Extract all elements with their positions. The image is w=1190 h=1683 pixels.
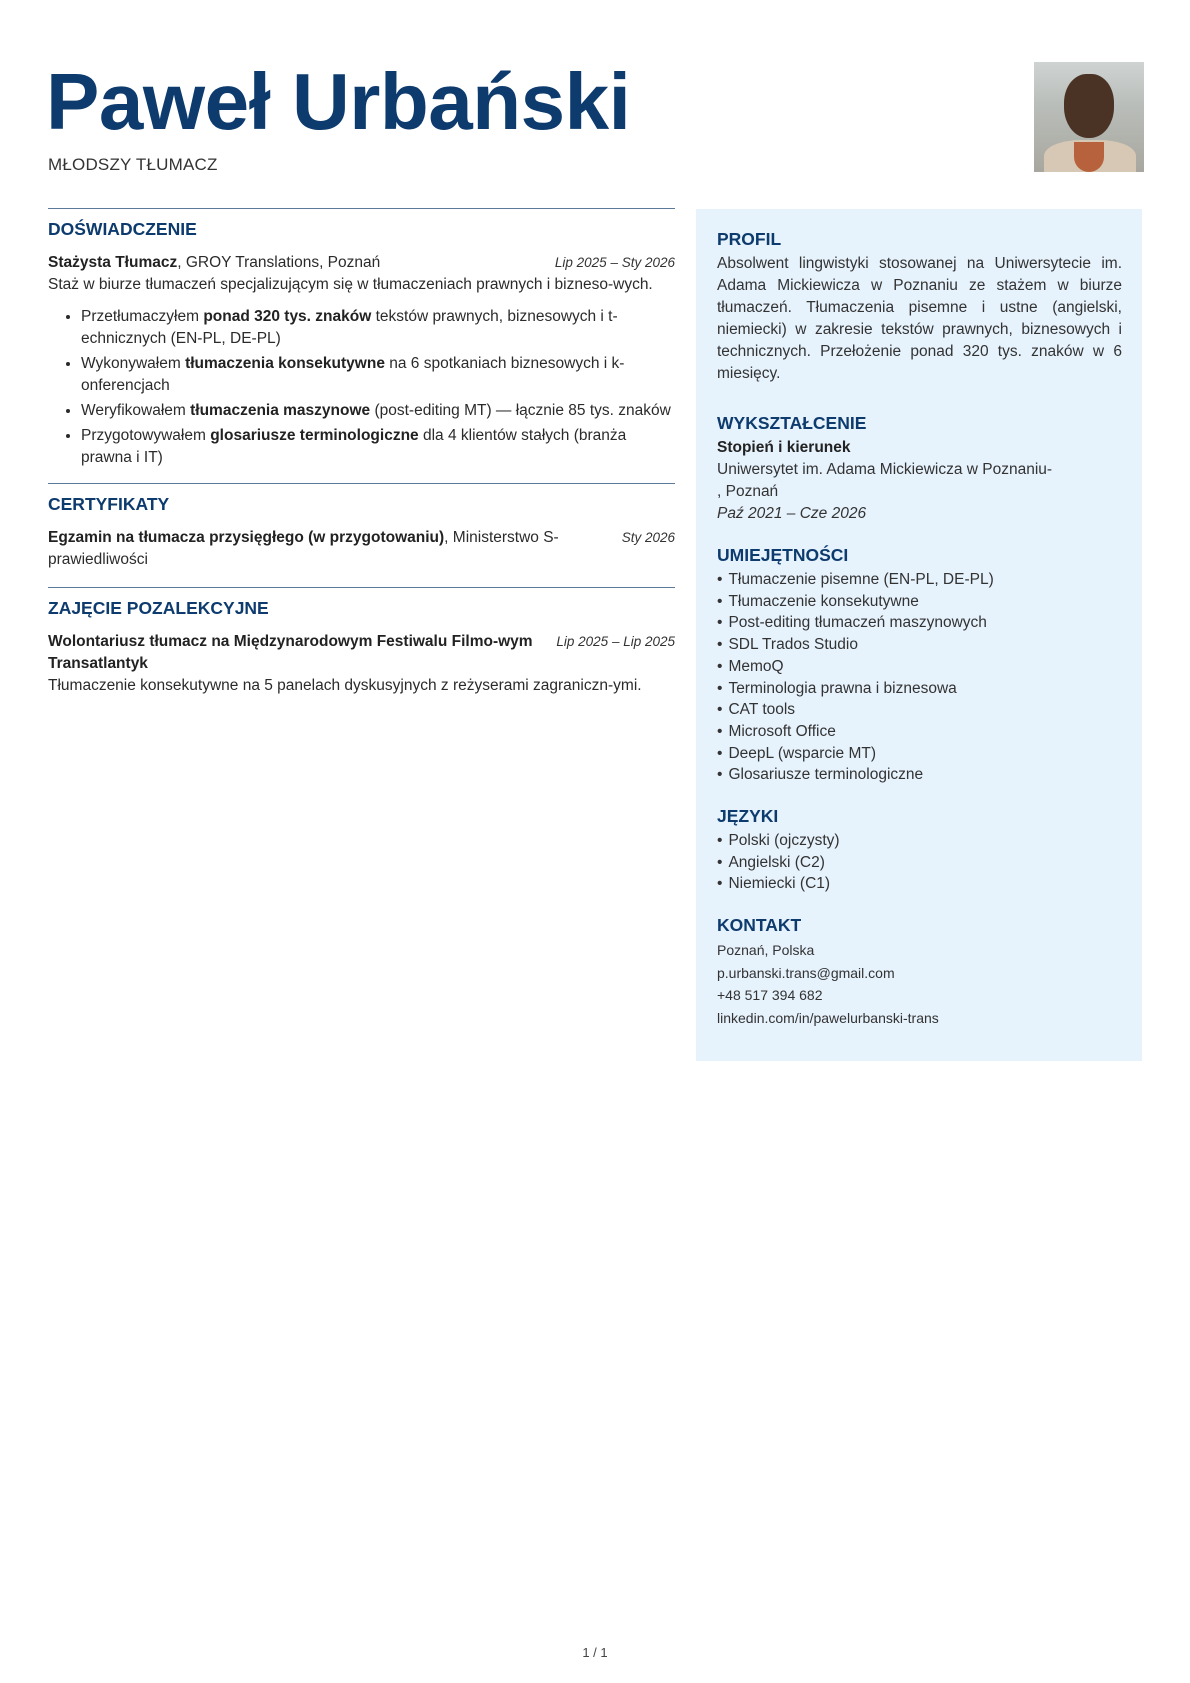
skills-section bbox=[717, 545, 1122, 786]
section-heading: WYKSZTAŁCENIE bbox=[717, 413, 867, 433]
extracurricular-section bbox=[48, 587, 675, 697]
education-section bbox=[717, 413, 1122, 525]
list-item: • DeepL (wsparcie MT) bbox=[717, 743, 1122, 765]
text: Wykonywałem bbox=[81, 355, 186, 372]
text: na 6 spotkaniach biznesowych i k-onferencjach bbox=[81, 355, 625, 394]
page-number: 1 / 1 bbox=[582, 1645, 608, 1660]
experience-entry bbox=[48, 252, 675, 469]
school-city: , Poznań bbox=[717, 483, 779, 500]
list-item: • Microsoft Office bbox=[717, 721, 1122, 743]
main-column bbox=[48, 208, 675, 697]
list-item: • Terminologia prawna i biznesowa bbox=[717, 678, 1122, 700]
certificate-entry bbox=[48, 527, 675, 571]
list-item: • Glosariusze terminologiczne bbox=[717, 764, 1122, 786]
list-item bbox=[81, 425, 675, 469]
list-item: • CAT tools bbox=[717, 699, 1122, 721]
entry-header bbox=[48, 252, 675, 274]
list-item bbox=[81, 306, 675, 350]
candidate-name: Paweł Urbański bbox=[46, 57, 631, 146]
experience-section bbox=[48, 208, 675, 469]
contact-location: Poznań, Polska bbox=[717, 942, 815, 959]
section-heading: PROFIL bbox=[717, 229, 782, 249]
bold-text: tłumaczenia konsekutywne bbox=[185, 355, 385, 372]
profile-text: Absolwent lingwistyki stosowanej na Uniwersytecie im. Adama Mickiewicza w Poznaniu ze stażem w biurze tłumaczeń. Tłumaczenia pisemne i ustne (angielski, niemiecki) w zakresie tekstów prawnych, biznesowych i technicznych. Przełożenie ponad 320 tys. znaków w 6 miesięcy. bbox=[717, 255, 1122, 382]
contact-phone[interactable]: +48 517 394 682 bbox=[717, 987, 823, 1004]
section-heading: UMIEJĘTNOŚCI bbox=[717, 545, 849, 565]
contact-linkedin[interactable]: linkedin.com/in/pawelurbanski-trans bbox=[717, 1009, 939, 1026]
activity-dates: Lip 2025 – Lip 2025 bbox=[556, 634, 675, 649]
section-heading: CERTYFIKATY bbox=[48, 494, 170, 514]
entry-dates: Lip 2025 – Sty 2026 bbox=[554, 255, 675, 270]
organization: , GROY Translations, Poznań bbox=[177, 254, 381, 271]
section-heading: KONTAKT bbox=[717, 915, 802, 936]
languages-list bbox=[717, 830, 1122, 895]
list-item: • Post-editing tłumaczeń maszynowych bbox=[717, 612, 1122, 634]
list-item: • Tłumaczenie konsekutywne bbox=[717, 591, 1122, 613]
section-heading: JĘZYKI bbox=[717, 806, 779, 827]
activity-role: Wolontariusz tłumacz na Międzynarodowym Festiwalu Filmo-wym Transatlantyk bbox=[48, 633, 533, 672]
text: (post-editing MT) — łącznie 85 tys. znaków bbox=[370, 402, 671, 419]
bold-text: tłumaczenia maszynowe bbox=[190, 402, 371, 419]
certificates-section bbox=[48, 483, 675, 571]
activity-description: Tłumaczenie konsekutywne na 5 panelach dyskusyjnych z reżyserami zagraniczn-ymi. bbox=[48, 677, 642, 694]
profile-section bbox=[717, 229, 1122, 385]
issuer: , Ministerstwo S-prawiedliwości bbox=[48, 529, 559, 568]
list-item: • Polski (ojczysty) bbox=[717, 830, 1122, 852]
list-item: • Angielski (C2) bbox=[717, 852, 1122, 874]
activity-title bbox=[48, 631, 556, 675]
school: Uniwersytet im. Adama Mickiewicza w Poznaniu- bbox=[717, 461, 1053, 478]
degree: Stopień i kierunek bbox=[717, 439, 851, 456]
activity-entry bbox=[48, 631, 675, 675]
list-item: • MemoQ bbox=[717, 656, 1122, 678]
sidebar bbox=[696, 209, 1142, 1061]
contact-email[interactable]: p.urbanski.trans@gmail.com bbox=[717, 964, 895, 981]
entry-description: Staż w biurze tłumaczeń specjalizującym się w tłumaczeniach prawnych i bizneso-wych. bbox=[48, 276, 653, 293]
bold-text: ponad 320 tys. znaków bbox=[203, 308, 372, 325]
profile-photo bbox=[1034, 62, 1144, 172]
list-item: • Tłumaczenie pisemne (EN-PL, DE-PL) bbox=[717, 569, 1122, 591]
contact-section bbox=[717, 915, 1122, 1029]
certificate-title bbox=[48, 527, 622, 571]
skills-list bbox=[717, 569, 1122, 786]
text: Przygotowywałem bbox=[81, 427, 211, 444]
section-heading: DOŚWIADCZENIE bbox=[48, 219, 197, 239]
job-title: MŁODSZY TŁUMACZ bbox=[48, 155, 218, 174]
list-item bbox=[81, 353, 675, 397]
text: tekstów prawnych, biznesowych i t-echnicznych (EN-PL, DE-PL) bbox=[81, 308, 618, 347]
bold-text: glosariusze terminologiczne bbox=[210, 427, 419, 444]
role: Stażysta Tłumacz bbox=[48, 254, 178, 271]
achievement-list bbox=[48, 306, 675, 469]
languages-section bbox=[717, 806, 1122, 895]
list-item bbox=[81, 400, 675, 422]
text: Przetłumaczyłem bbox=[81, 308, 204, 325]
photo-head bbox=[1064, 74, 1114, 138]
text: dla 4 klientów stałych (branża prawna i IT) bbox=[81, 427, 627, 466]
list-item: • SDL Trados Studio bbox=[717, 634, 1122, 656]
photo-collar bbox=[1074, 142, 1104, 172]
text: Weryfikowałem bbox=[81, 402, 191, 419]
education-dates: Paź 2021 – Cze 2026 bbox=[717, 505, 867, 522]
certificate-date: Sty 2026 bbox=[621, 530, 675, 545]
list-item: • Niemiecki (C1) bbox=[717, 873, 1122, 895]
entry-title bbox=[48, 252, 555, 274]
certificate-name: Egzamin na tłumacza przysięgłego (w przygotowaniu) bbox=[48, 529, 445, 546]
section-heading: ZAJĘCIE POZALEKCYJNE bbox=[48, 598, 269, 618]
